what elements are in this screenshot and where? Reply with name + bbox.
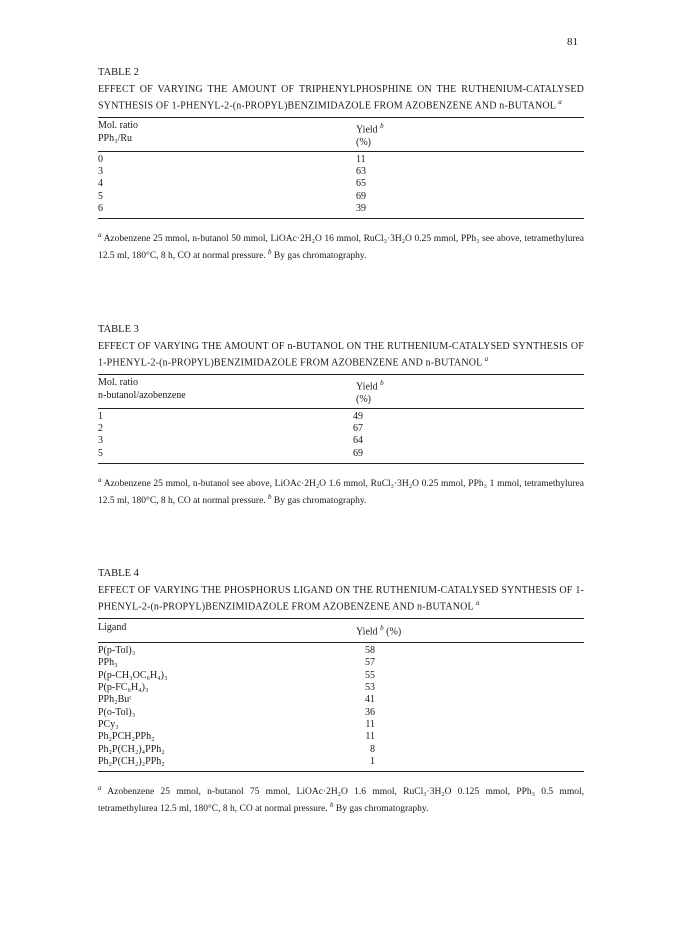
bottom-rule xyxy=(98,771,584,772)
yield-value: 11 xyxy=(365,731,375,743)
table-header xyxy=(98,619,584,642)
cell-yield xyxy=(356,682,584,694)
cell-ligand: P(p-CH₃OC₆H₄)₃ xyxy=(98,669,168,681)
cell-yield: 64 xyxy=(353,435,363,447)
table-3 xyxy=(98,323,584,507)
page-number: 81 xyxy=(567,36,578,48)
table-footnote: $^a$ Azobenzene 25 mmol, n-butanol see above, LiOAc·2H₂O 1.6 mmol, RuCl₃·3H₂O 0.25 mmol, PPh₃ 1 mmol, tetramethylurea 12.5 ml, 180°C, 8 h, CO at normal pressure. $^b$ By gas chromatography. xyxy=(98,475,584,506)
cell-ligand: P(o-Tol)₃ xyxy=(98,706,136,718)
bottom-rule xyxy=(98,463,584,464)
table-row xyxy=(98,411,584,423)
table-row xyxy=(98,744,584,756)
table-footnote: $^a$ Azobenzene 25 mmol, n-butanol 50 mmol, LiOAc·2H₂O 16 mmol, RuCl₃·3H₂O 0.25 mmol, PPh₃ see above, tetramethylurea 12.5 ml, 180°C, 8 h, CO at normal pressure. $^b$ By gas chromatography. xyxy=(98,231,584,261)
table-row xyxy=(98,682,584,694)
column-header-yield: Yield $^b$ (%) xyxy=(356,379,384,406)
cell-ratio: 5 xyxy=(98,447,103,459)
table-row xyxy=(98,191,584,203)
cell-ligand: Ph₂P(CH₂)₄PPh₂ xyxy=(98,743,165,755)
table-header xyxy=(98,118,584,150)
yield-value: 53 xyxy=(365,682,375,694)
cell-ligand: Ph₂P(CH₂)₂PPh₂ xyxy=(98,755,165,767)
cell-yield: 63 xyxy=(356,165,366,177)
cell-ratio: 4 xyxy=(98,178,103,190)
cell-yield xyxy=(356,657,584,669)
cell-ratio: 2 xyxy=(98,422,103,434)
table-row xyxy=(98,756,584,768)
table-footnote: $^a$ Azobenzene 25 mmol, n-butanol 75 mmol, LiOAc·2H₂O 1.6 mmol, RuCl₃·3H₂O 0.125 mmol, PPh₃ 0.5 mmol, tetramethylurea 12.5 ml, 180°C, 8 h, CO at normal pressure. $^b$ By gas chromatography. xyxy=(98,784,584,814)
cell-ratio: 3 xyxy=(98,435,103,447)
table-title: EFFECT OF VARYING THE AMOUNT OF TRIPHENYLPHOSPHINE ON THE RUTHENIUM-CATALYSED SYNTHESIS OF 1-PHENYL-2-(n-PROPYL)BENZIMIDAZOLE FROM AZOBENZENE AND n-BUTANOL $^a$ xyxy=(98,84,584,112)
cell-ratio: 5 xyxy=(98,190,103,202)
cell-yield xyxy=(356,756,584,768)
cell-ligand: PCy₃ xyxy=(98,718,119,730)
table-row xyxy=(98,707,584,719)
cell-ligand: P(p-FC₆H₄)₃ xyxy=(98,682,149,694)
table-row xyxy=(98,448,584,460)
table-title: EFFECT OF VARYING THE AMOUNT OF n-BUTANOL ON THE RUTHENIUM-CATALYSED SYNTHESIS OF 1-PHENYL-2-(n-PROPYL)BENZIMIDAZOLE FROM AZOBENZENE AND n-BUTANOL $^a$ xyxy=(98,341,584,369)
table-header xyxy=(98,375,584,407)
yield-value: 8 xyxy=(370,743,375,755)
cell-yield: 65 xyxy=(356,178,366,190)
table-row xyxy=(98,657,584,669)
table-row xyxy=(98,731,584,743)
cell-ratio: 3 xyxy=(98,165,103,177)
cell-yield xyxy=(356,719,584,731)
yield-value: 1 xyxy=(370,755,375,767)
cell-ligand: Ph₂PCH₂PPh₂ xyxy=(98,731,155,743)
cell-yield: 39 xyxy=(356,202,366,214)
table-body xyxy=(98,409,584,463)
cell-ratio: 1 xyxy=(98,410,103,422)
cell-yield xyxy=(356,731,584,743)
cell-yield: 49 xyxy=(353,410,363,422)
table-body xyxy=(98,643,584,771)
cell-ratio: 0 xyxy=(98,153,103,165)
cell-yield xyxy=(356,744,584,756)
cell-ligand: PPh₃ xyxy=(98,657,118,669)
cell-ratio: 6 xyxy=(98,202,103,214)
column-header-ratio: Mol. ratio n-butanol/azobenzene xyxy=(98,377,186,401)
column-header-ratio: Mol. ratio PPh₃/Ru xyxy=(98,120,138,144)
table-row xyxy=(98,670,584,682)
yield-value: 57 xyxy=(365,657,375,669)
table-row xyxy=(98,694,584,706)
table-row xyxy=(98,166,584,178)
table-body xyxy=(98,152,584,218)
cell-yield xyxy=(356,694,584,706)
cell-yield xyxy=(356,670,584,682)
table-row xyxy=(98,178,584,190)
cell-yield: 11 xyxy=(356,153,366,165)
table-label: TABLE 3 xyxy=(98,324,139,335)
cell-yield: 67 xyxy=(353,422,363,434)
yield-value: 58 xyxy=(365,645,375,657)
cell-yield xyxy=(356,707,584,719)
yield-value: 55 xyxy=(365,669,375,681)
table-2 xyxy=(98,66,584,262)
cell-yield: 69 xyxy=(353,447,363,459)
table-row xyxy=(98,154,584,166)
column-header-ligand: Ligand xyxy=(98,622,127,634)
table-label: TABLE 2 xyxy=(98,67,139,78)
table-row xyxy=(98,435,584,447)
table-title: EFFECT OF VARYING THE PHOSPHORUS LIGAND ON THE RUTHENIUM-CATALYSED SYNTHESIS OF 1-PHENYL-2-(n-PROPYL)BENZIMIDAZOLE FROM AZOBENZENE AND n-BUTANOL $^a$ xyxy=(98,585,584,613)
table-label: TABLE 4 xyxy=(98,568,139,579)
yield-value: 41 xyxy=(365,694,375,706)
table-row xyxy=(98,719,584,731)
yield-value: 11 xyxy=(365,718,375,730)
column-header-yield: Yield $^b$ (%) xyxy=(356,122,384,149)
table-row xyxy=(98,203,584,215)
cell-ligand: P(p-Tol)₃ xyxy=(98,645,136,657)
cell-yield: 69 xyxy=(356,190,366,202)
table-row xyxy=(98,645,584,657)
yield-value: 36 xyxy=(365,706,375,718)
cell-ligand: PPh₂Buᵗ xyxy=(98,694,132,706)
bottom-rule xyxy=(98,218,584,219)
table-row xyxy=(98,423,584,435)
table-4 xyxy=(98,567,584,815)
cell-yield xyxy=(356,645,584,657)
column-header-yield: Yield $^b$ (%) xyxy=(356,624,402,638)
